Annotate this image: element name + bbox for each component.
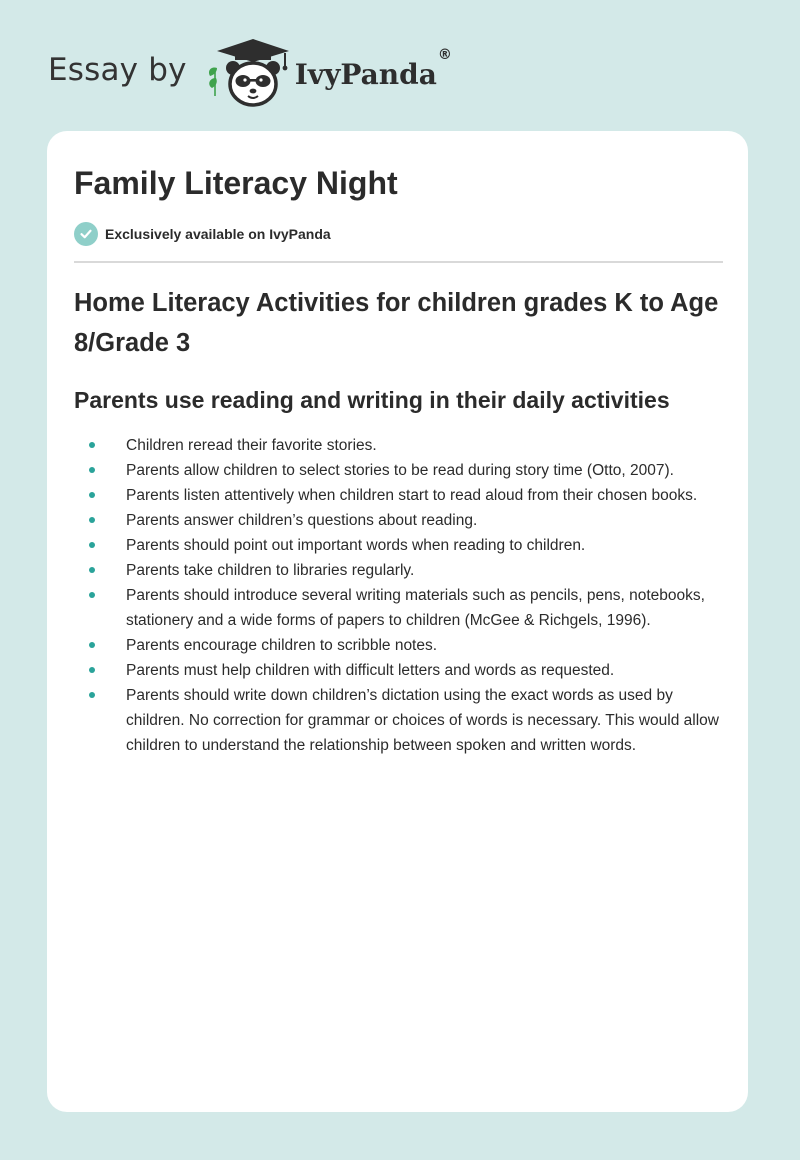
list-item [74,533,734,558]
list-item-text: Parents should introduce several writing materials such as pencils, pens, notebooks, stationery and a wide forms of papers to children (McGee & Richgels, 1996). [126,587,705,629]
bullet-dot [89,642,95,648]
list-item-text: Parents should point out important words when reading to children. [126,537,586,554]
bullet-dot [89,567,95,573]
bullet-dot [89,467,95,473]
list-item [74,583,734,633]
exclusive-badge-text: Exclusively available on IvyPanda [105,226,331,242]
activities-list [74,433,734,758]
list-item-text: Children reread their favorite stories. [126,437,377,454]
essay-card [47,131,748,1112]
list-item-text: Parents listen attentively when children start to read aloud from their chosen books. [126,487,698,504]
list-item [74,558,734,583]
bullet-dot [89,517,95,523]
registered-mark: ® [437,47,452,64]
bullet-dot [89,692,95,698]
section-subheading: Parents use reading and writing in their daily activities [74,387,670,413]
bullet-dot [89,442,95,448]
list-item [74,683,734,758]
brand-name-text: IvyPanda [294,57,437,91]
panda-graduate-logo-icon[interactable] [201,38,293,108]
bullet-dot [89,542,95,548]
check-circle-icon [74,222,98,246]
bullet-dot [89,492,95,498]
section-heading: Home Literacy Activities for children grades K to Age 8/Grade 3 [74,289,719,357]
essay-by-label: Essay by [48,52,187,88]
exclusive-badge [74,222,331,246]
list-item-text: Parents encourage children to scribble notes. [126,637,438,654]
essay-title: Family Literacy Night [74,165,398,201]
list-item-text: Parents allow children to select stories to be read during story time (Otto, 2007). [126,462,674,479]
bullet-dot [89,592,95,598]
list-item-text: Parents must help children with difficult letters and words as requested. [126,662,615,679]
site-header [48,38,452,108]
list-item-text: Parents take children to libraries regularly. [126,562,415,579]
list-item [74,658,734,683]
list-item [74,433,734,458]
brand-name[interactable] [294,47,452,91]
list-item-text: Parents answer children’s questions about reading. [126,512,478,529]
list-item [74,508,734,533]
title-divider [74,261,723,263]
list-item [74,458,734,483]
list-item [74,483,734,508]
list-item-text: Parents should write down children’s dictation using the exact words as used by children. No correction for grammar or choices of words is necessary. This would allow children to understand the relationship between spoken and written words. [126,687,719,754]
bullet-dot [89,667,95,673]
list-item [74,633,734,658]
